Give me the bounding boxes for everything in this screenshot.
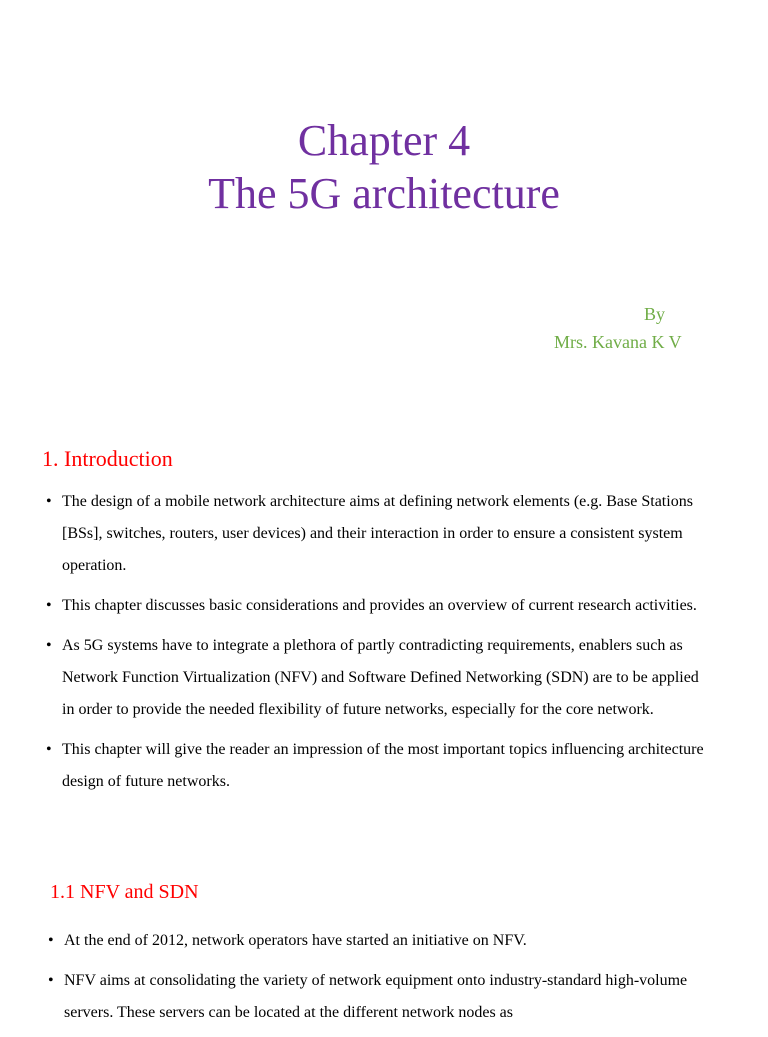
bullet-icon: • <box>46 493 52 510</box>
author-name: Mrs. Kavana K V <box>554 332 682 352</box>
bullet-text: The design of a mobile network architecture aims at defining network elements (e.g. Base Stations [BSs], switches, routers, user devices) and their interaction in order to ensure a consistent system operation. <box>62 493 693 574</box>
nfv-sdn-bullet-list <box>44 925 716 1037</box>
list-item <box>44 965 716 1029</box>
bullet-icon: • <box>46 597 52 614</box>
section-heading-introduction: 1. Introduction <box>42 446 173 471</box>
section-heading-nfv-sdn: 1.1 NFV and SDN <box>50 881 199 903</box>
list-item <box>42 630 714 726</box>
list-item <box>44 925 716 957</box>
list-item <box>42 734 714 798</box>
bullet-icon: • <box>46 741 52 758</box>
introduction-bullet-list <box>42 486 714 806</box>
bullet-text: This chapter discusses basic considerations and provides an overview of current research activities. <box>62 597 697 614</box>
list-item <box>42 590 714 622</box>
bullet-text: At the end of 2012, network operators have started an initiative on NFV. <box>64 932 527 949</box>
bullet-text: This chapter will give the reader an impression of the most important topics influencing architecture design of future networks. <box>62 741 704 790</box>
bullet-icon: • <box>46 637 52 654</box>
list-item <box>42 486 714 582</box>
bullet-text: As 5G systems have to integrate a plethora of partly contradicting requirements, enablers such as Network Function Virtualization (NFV) and Software Defined Networking (SDN) are to be applied in order to provide the needed flexibility of future networks, especially for the core network. <box>62 637 699 718</box>
author-block <box>540 300 705 356</box>
author-by-label: By <box>644 304 666 324</box>
bullet-text: NFV aims at consolidating the variety of network equipment onto industry-standard high-volume servers. These servers can be located at the different network nodes as <box>64 972 688 1021</box>
bullet-icon: • <box>48 932 54 949</box>
chapter-subject-title: The 5G architecture <box>208 169 560 218</box>
chapter-title <box>0 114 768 220</box>
bullet-icon: • <box>48 972 54 989</box>
chapter-number-title: Chapter 4 <box>297 116 471 165</box>
